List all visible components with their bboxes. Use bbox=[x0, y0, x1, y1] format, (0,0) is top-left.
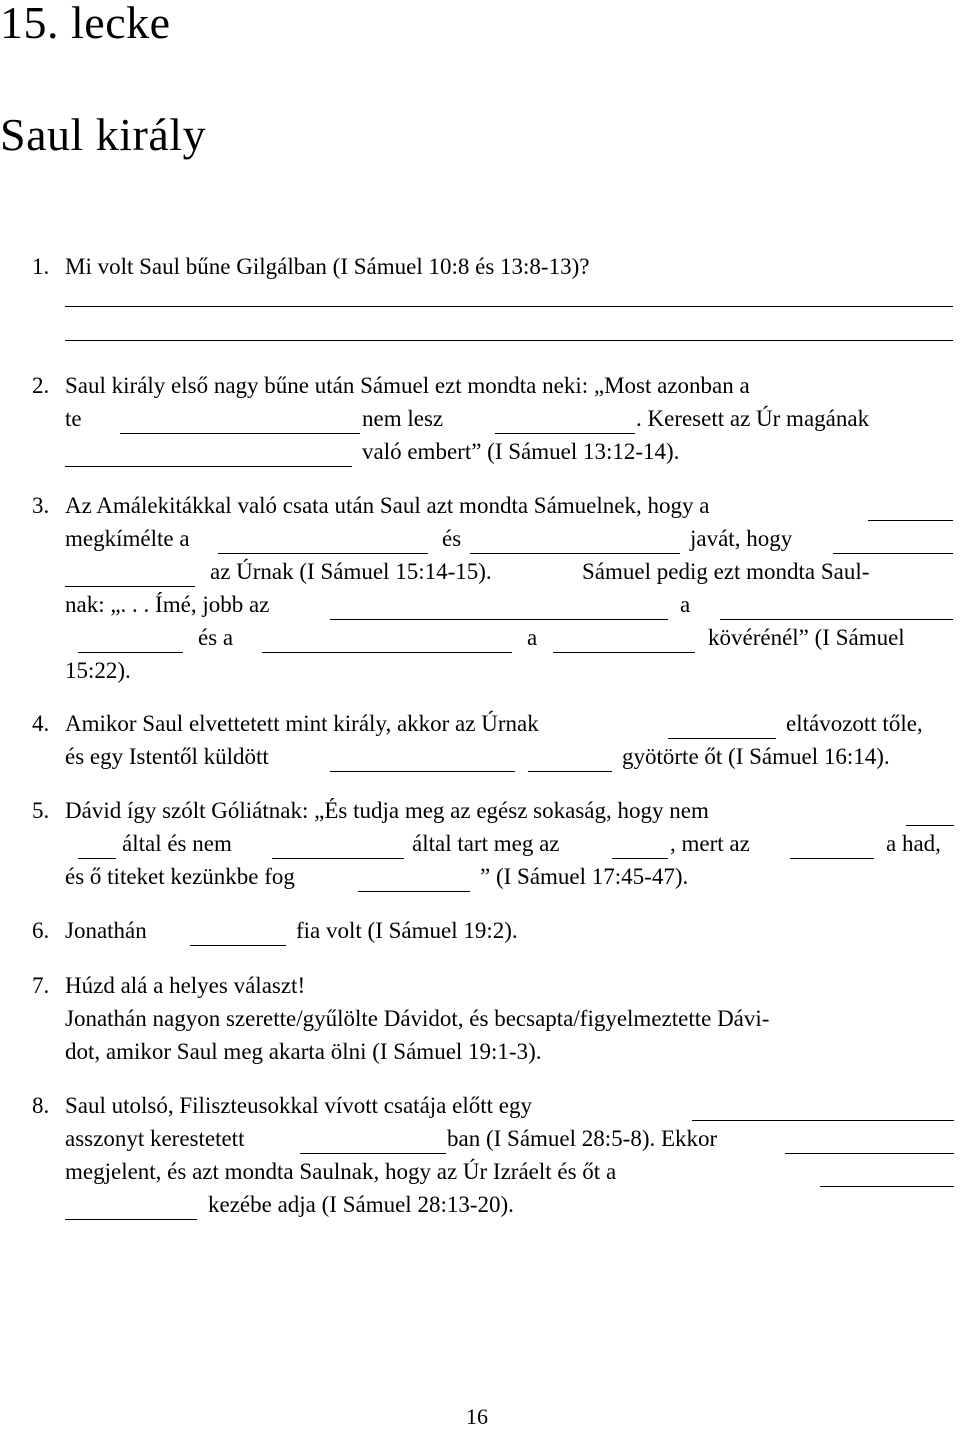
question-text-line: és egy Istentől küldött bbox=[65, 744, 269, 769]
question-text-line: ” (I Sámuel 17:45-47). bbox=[480, 864, 689, 889]
page-number: 16 bbox=[466, 1404, 488, 1429]
answer-blank[interactable] bbox=[272, 858, 404, 859]
question-text-line: dot, amikor Saul meg akarta ölni (I Sámuel 19:1-3). bbox=[65, 1039, 542, 1064]
answer-blank[interactable] bbox=[218, 553, 428, 554]
question-text-line: megkímélte a bbox=[65, 526, 190, 551]
answer-blank[interactable] bbox=[612, 858, 668, 859]
answer-blank[interactable] bbox=[300, 1153, 446, 1154]
question-text-line: Jonathán bbox=[65, 918, 147, 943]
question-number: 3. bbox=[32, 493, 50, 518]
question-text-line: . Keresett az Úr magának bbox=[636, 406, 870, 431]
answer-blank[interactable] bbox=[833, 553, 953, 554]
question-number: 8. bbox=[32, 1093, 50, 1118]
question-number: 1. bbox=[32, 254, 50, 279]
answer-blank[interactable] bbox=[358, 891, 470, 892]
answer-blank[interactable] bbox=[528, 771, 612, 772]
question-text-line: kezébe adja (I Sámuel 28:13-20). bbox=[208, 1192, 514, 1217]
question-text-line: a bbox=[680, 592, 691, 617]
answer-blank[interactable] bbox=[668, 738, 776, 739]
answer-blank[interactable] bbox=[120, 433, 360, 434]
answer-blank[interactable] bbox=[65, 1219, 197, 1220]
question-text-line: Saul király első nagy bűne után Sámuel ezt mondta neki: „Most azonban a bbox=[65, 373, 750, 398]
question-text-line: által tart meg az bbox=[412, 831, 560, 856]
answer-blank[interactable] bbox=[868, 520, 953, 521]
question-number: 2. bbox=[32, 373, 50, 398]
answer-blank[interactable] bbox=[65, 466, 352, 467]
question-text-line: Dávid így szólt Góliátnak: „És tudja meg az egész sokaság, hogy nem bbox=[65, 798, 709, 823]
question-text-line: ban (I Sámuel 28:5-8). Ekkor bbox=[447, 1126, 718, 1151]
question-text-line: Húzd alá a helyes választ! bbox=[65, 973, 306, 998]
answer-blank[interactable] bbox=[78, 858, 116, 859]
question-text-line: javát, hogy bbox=[690, 526, 793, 551]
question-text-line: való embert” (I Sámuel 13:12-14). bbox=[362, 439, 680, 464]
answer-blank[interactable] bbox=[262, 652, 512, 653]
question-text-line: Saul utolsó, Filiszteusokkal vívott csatája előtt egy bbox=[65, 1093, 532, 1118]
answer-blank[interactable] bbox=[553, 652, 695, 653]
question-text-line: Jonathán nagyon szerette/gyűlölte Dávidot, és becsapta/figyelmeztette Dávi- bbox=[65, 1006, 770, 1031]
question-text-line: asszonyt kerestetett bbox=[65, 1126, 245, 1151]
question-text-line: és a bbox=[198, 625, 234, 650]
question-number: 6. bbox=[32, 918, 50, 943]
question-text-line: megjelent, és azt mondta Saulnak, hogy az Úr Izráelt és őt a bbox=[65, 1159, 617, 1184]
question-text-line: az Úrnak (I Sámuel 15:14-15). bbox=[210, 559, 492, 584]
answer-blank[interactable] bbox=[692, 1120, 954, 1121]
question-text: Mi volt Saul bűne Gilgálban (I Sámuel 10:8 és 13:8-13)? bbox=[65, 254, 590, 279]
question-text-line: , mert az bbox=[670, 831, 750, 856]
answer-blank[interactable] bbox=[78, 652, 183, 653]
answer-blank[interactable] bbox=[495, 433, 635, 434]
question-text-line: 15:22). bbox=[65, 658, 131, 683]
question-text-line: a bbox=[527, 625, 538, 650]
question-text-line: nak: „. . . Ímé, jobb az bbox=[65, 592, 270, 617]
page-title: Saul király bbox=[0, 109, 207, 160]
answer-blank[interactable] bbox=[65, 340, 953, 341]
question-number: 5. bbox=[32, 798, 50, 823]
answer-blank[interactable] bbox=[720, 619, 953, 620]
answer-blank[interactable] bbox=[790, 858, 874, 859]
answer-blank[interactable] bbox=[906, 825, 954, 826]
answer-blank[interactable] bbox=[470, 553, 680, 554]
question-text-line: gyötörte őt (I Sámuel 16:14). bbox=[622, 744, 890, 769]
answer-blank[interactable] bbox=[785, 1153, 954, 1154]
question-text-line: Sámuel pedig ezt mondta Saul- bbox=[582, 559, 870, 584]
question-text-line: Az Amálekitákkal való csata után Saul azt mondta Sámuelnek, hogy a bbox=[65, 493, 710, 518]
question-text-line: a had, bbox=[886, 831, 941, 856]
question-text-line: eltávozott tőle, bbox=[786, 711, 923, 736]
answer-blank[interactable] bbox=[65, 586, 195, 587]
answer-blank[interactable] bbox=[820, 1186, 954, 1187]
answer-blank[interactable] bbox=[330, 771, 515, 772]
question-text-line: fia volt (I Sámuel 19:2). bbox=[296, 918, 518, 943]
question-number: 7. bbox=[32, 973, 50, 998]
question-text-line: te bbox=[65, 406, 82, 431]
question-text-line: Amikor Saul elvettetett mint király, akkor az Úrnak bbox=[65, 711, 539, 736]
question-text-line: és ő titeket kezünkbe fog bbox=[65, 864, 295, 889]
answer-blank[interactable] bbox=[330, 619, 668, 620]
answer-blank[interactable] bbox=[65, 306, 953, 307]
answer-blank[interactable] bbox=[190, 945, 286, 946]
question-text-line: kövérénél” (I Sámuel bbox=[708, 625, 905, 650]
lesson-heading: 15. lecke bbox=[0, 0, 171, 48]
question-text-line: által és nem bbox=[122, 831, 232, 856]
question-number: 4. bbox=[32, 711, 50, 736]
question-text-line: és bbox=[442, 526, 462, 551]
question-text-line: nem lesz bbox=[362, 406, 444, 431]
